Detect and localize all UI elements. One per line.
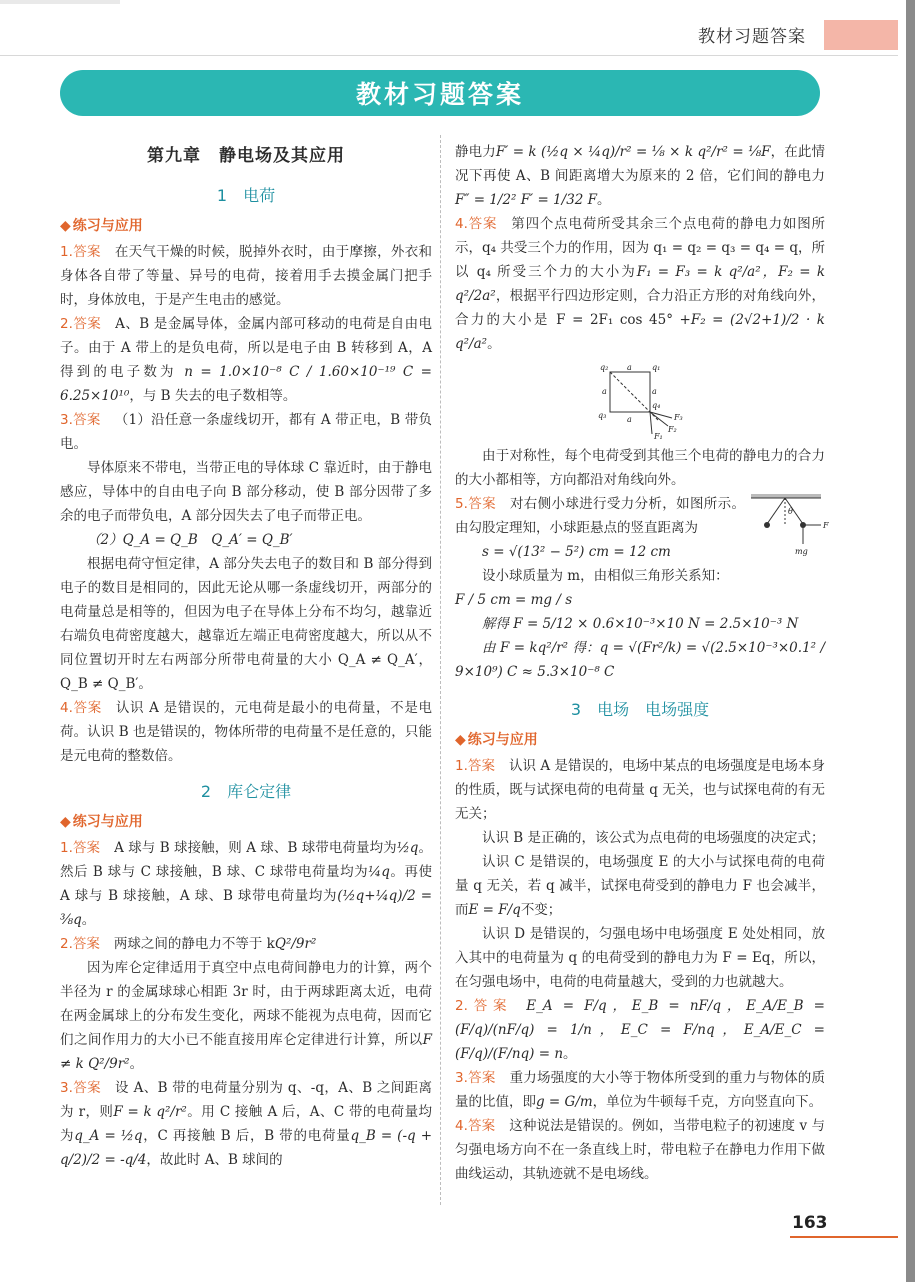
square-outline bbox=[610, 372, 650, 412]
formula: q_A = ½q bbox=[74, 1128, 143, 1144]
diagram-label: q₂ bbox=[600, 363, 609, 372]
formula: F′ = k (½q × ¼q)/r² = ⅛ × k q²/r² = ⅛F bbox=[495, 144, 771, 160]
answer-item: 1.答案 认识 A 是错误的，电场中某点的电场强度是电场本身的性质，既与试探电荷的电荷量 q 无关，也与试探电荷的有无无关； bbox=[455, 758, 825, 822]
formula: ¼q bbox=[368, 864, 390, 880]
top-strip bbox=[0, 0, 120, 4]
formula: Q²/9r² bbox=[274, 936, 317, 952]
formula: q_B = (-q + q/2)/2 = -q/4 bbox=[60, 1128, 433, 1168]
diagram-label: a bbox=[602, 387, 607, 396]
ball-left bbox=[764, 522, 770, 528]
answer-paragraph: 导体原来不带电，当带正电的导体球 C 靠近时，由于静电感应，导体中的自由电子向 B 部分移动，使 B 部分因带了多余的电子而带负电，A 部分因失去了电子而带正电。 bbox=[60, 460, 432, 524]
answer-item: 5.答案 对右侧小球进行受力分析，如图所示。由勾股定理知，小球距悬点的竖直距离为 bbox=[455, 496, 746, 536]
formula: F = k q²/r² bbox=[113, 1104, 187, 1120]
answer-paragraph: 认识 D 是错误的，匀强电场中电场强度 E 处处相同，放入其中的电荷量为 q 的电荷受到的静电力为 F = Eq，所以，在匀强电场中，电荷的电荷量越大，受到的力也就越大。 bbox=[455, 926, 825, 990]
right-column bbox=[455, 140, 829, 1186]
formula: 解得 F = 5/12 × 0.6×10⁻³×10 N = 2.5×10⁻³ N bbox=[482, 616, 799, 632]
formula: E = F/q bbox=[468, 902, 521, 918]
answer-item: 4.答案 这种说法是错误的。例如，当带电粒子的初速度 v 与匀强电场方向不在一条直线上时，带电粒子在静电力作用下做曲线运动，其轨迹就不是电场线。 bbox=[455, 1118, 826, 1182]
diagram-label: mg bbox=[795, 547, 808, 556]
diagram-label: F₁ bbox=[654, 432, 663, 440]
subheading: ◆ 练习与应用 bbox=[455, 732, 538, 748]
answer-item: 2.答案 E_A = F/q，E_B = nF/q，E_A/E_B = (F/q)/(nF/q) = 1/n，E_C = F/nq，E_A/E_C = (F/q)/(F/nq) = n。 bbox=[455, 998, 825, 1062]
string-left bbox=[767, 498, 785, 524]
running-header-title: 教材习题答案 bbox=[698, 27, 806, 47]
answer-paragraph: 由于对称性，每个电荷受到其他三个电荷的静电力的合力的大小都相等，方向都沿对角线向外。 bbox=[455, 448, 825, 488]
answer-item: 4.答案 第四个点电荷所受其余三个点电荷的静电力如图所示，q₄ 共受三个力的作用，因为 q₁ = q₂ = q₃ = q₄ = q，所以 q₄ 所受三个力的大小为F₁ = F₃ = k q²/a²，F₂ = k q²/2a²，根据平行四边形定则，合力沿正方形的对角线向外，合力的大小是 F = 2F₁ cos 45° +F₂ = (2√2+1)/2 · k q²/a²。 bbox=[455, 216, 826, 352]
answer-paragraph: 认识 B 是正确的，该公式为点电荷的电场强度的决定式； bbox=[482, 830, 825, 846]
diagram-label: a bbox=[627, 363, 632, 372]
answer-paragraph: 根据电荷守恒定律，A 部分失去电子的数目和 B 部分得到电子的数目是相同的，因此无论从哪一条虚线切开，两部分的电荷量总是相等的，但因为电子在导体上分布不均匀，越靠近右端负电荷密度越大，越靠近左端正电荷密度越大，所以从不同位置切开时左右两部分所带电荷量的大小 Q_A ≠ Q_A′，Q_B ≠ Q_B′。 bbox=[60, 556, 432, 692]
answer-item: 2.答案 两球之间的静电力不等于 kQ²/9r² bbox=[60, 936, 317, 952]
formula: 由 F = kq²/r² 得：q = √(Fr²/k) = √(2.5×10⁻³×0.1² / 9×10⁹) C ≈ 5.3×10⁻⁸ C bbox=[455, 640, 825, 680]
answer-item: 3.答案 （1）沿任意一条虚线切开，都有 A 带正电，B 带负电。 bbox=[60, 412, 432, 452]
diagram-label: a bbox=[652, 387, 657, 396]
page-edge bbox=[906, 0, 915, 1282]
formula: E_A = F/q，E_B = nF/q，E_A/E_B = (F/q)/(nF/q) = 1/n，E_C = F/nq，E_A/E_C = (F/q)/(F/nq) = n bbox=[455, 998, 825, 1062]
formula: ½q bbox=[396, 840, 419, 856]
answer-continuation: 静电力F′ = k (½q × ¼q)/r² = ⅛ × k q²/r² = ⅛F，在此情况下再使 A、B 间距离增大为原来的 2 倍，它们间的静电力F″ = 1/2² F′ = 1/32 F。 bbox=[455, 144, 826, 208]
diagram-label: F bbox=[823, 521, 829, 530]
formula: F / 5 cm = mg / s bbox=[455, 592, 573, 608]
answer-paragraph: 设小球质量为 m，由相似三角形关系知： bbox=[482, 568, 729, 584]
formula: F₂ = (2√2+1)/2 · k q²/a² bbox=[455, 312, 825, 352]
diagram-label: q₃ bbox=[598, 411, 607, 420]
diagram-label: F₂ bbox=[668, 425, 677, 434]
diagram-label: a bbox=[627, 415, 632, 424]
answer-item: 1.答案 A 球与 B 球接触，则 A 球、B 球带电荷量均为½q。然后 B 球与 C 球接触，B 球、C 球带电荷量均为¼q。再使 A 球与 B 球接触，A 球、B 球带电荷量均为(½q+¼q)/2 = ⅜q。 bbox=[60, 840, 433, 928]
answer-paragraph: 认识 C 是错误的，电场强度 E 的大小与试探电荷的电荷量 q 无关，若 q 减半，试探电荷受到的静电力 F 也会减半，而E = F/q不变； bbox=[455, 854, 825, 918]
answer-paragraph: 因为库仑定律适用于真空中点电荷间静电力的计算，两个半径为 r 的金属球球心相距 3r 时，由于两球距离太近，电荷在两金属球上的分布发生变化，两球不能视为点电荷，因而它们之间作用力的大小已不能直接用库仑定律进行计算，所以F ≠ k Q²/9r²。 bbox=[60, 960, 432, 1072]
diagram-label: θ bbox=[788, 507, 793, 516]
q5-block bbox=[455, 492, 829, 684]
subheading: ◆ 练习与应用 bbox=[60, 218, 143, 234]
page-number-rule bbox=[790, 1236, 898, 1238]
square-charges-diagram bbox=[580, 360, 700, 440]
section-title: 1 电荷 bbox=[216, 186, 276, 205]
answer-item: 1.答案 在天气干燥的时候，脱掉外衣时，由于摩擦，外衣和身体各自带了等量、异号的电荷，接着用手去摸金属门把手时，身体放电，于是产生电击的感觉。 bbox=[60, 244, 433, 308]
page-number: 163 bbox=[792, 1213, 828, 1233]
diamond-icon: ◆ bbox=[60, 218, 71, 234]
answer-item: 3.答案 设 A、B 带的电荷量分别为 q、-q，A、B 之间距离为 r，则F = k q²/r²。用 C 接触 A 后，A、C 带的电荷量均为q_A = ½q，C 再接触 B 后，B 带的电荷量q_B = (-q + q/2)/2 = -q/4，故此时 A、B 球间的 bbox=[60, 1080, 433, 1168]
formula: s = √(13² − 5²) cm = 12 cm bbox=[482, 544, 671, 560]
section-title: 2 库仑定律 bbox=[200, 782, 292, 801]
formula: g = G/m bbox=[536, 1094, 593, 1110]
diagram-label: q₄ bbox=[652, 401, 661, 410]
diamond-icon: ◆ bbox=[60, 814, 71, 830]
formula: F₁ = F₃ = k q²/a²，F₂ = k q²/2a² bbox=[455, 264, 826, 304]
header-rule bbox=[0, 55, 898, 56]
diagram-label: q₁ bbox=[652, 363, 661, 372]
formula: （2）Q_A = Q_B Q_A′ = Q_B′ bbox=[87, 532, 293, 548]
left-column bbox=[60, 140, 432, 1172]
column-divider bbox=[440, 135, 441, 1205]
answer-item: 4.答案 认识 A 是错误的，元电荷是最小的电荷量，不是电荷。认识 B 也是错误的，物体所带的电荷量不是任意的，只能是元电荷的整数倍。 bbox=[60, 700, 432, 764]
force-arrow bbox=[650, 412, 652, 434]
diagram-label: F₃ bbox=[674, 413, 683, 422]
subheading: ◆ 练习与应用 bbox=[60, 814, 143, 830]
ceiling-hatch bbox=[751, 494, 821, 498]
section-title: 3 电场 电场强度 bbox=[570, 700, 710, 719]
formula: F″ = 1/2² F′ = 1/32 F bbox=[455, 192, 598, 208]
formula: n = 1.0×10⁻⁸ C / 1.60×10⁻¹⁹ C = 6.25×10¹⁰ bbox=[60, 364, 432, 404]
answer-item: 2.答案 A、B 是金属导体，金属内部可移动的电荷是自由电子。由于 A 带上的是负电荷，所以是电子由 B 转移到 A，A 得到的电子数为 n = 1.0×10⁻⁸ C / 1.60×10⁻¹⁹ C = 6.25×10¹⁰，与 B 失去的电子数相等。 bbox=[60, 316, 432, 404]
chapter-title: 第九章 静电场及其应用 bbox=[147, 146, 345, 166]
diamond-icon: ◆ bbox=[455, 732, 466, 748]
formula: F ≠ k Q²/9r² bbox=[60, 1032, 432, 1072]
section-banner: 教材习题答案 bbox=[60, 70, 820, 116]
answer-item: 3.答案 重力场强度的大小等于物体所受到的重力与物体的质量的比值，即g = G/m，单位为牛顿每千克，方向竖直向下。 bbox=[455, 1070, 826, 1110]
pendulum-diagram bbox=[745, 492, 835, 562]
formula: (½q+¼q)/2 = ⅜q bbox=[60, 888, 433, 928]
header-accent-block bbox=[824, 20, 898, 50]
